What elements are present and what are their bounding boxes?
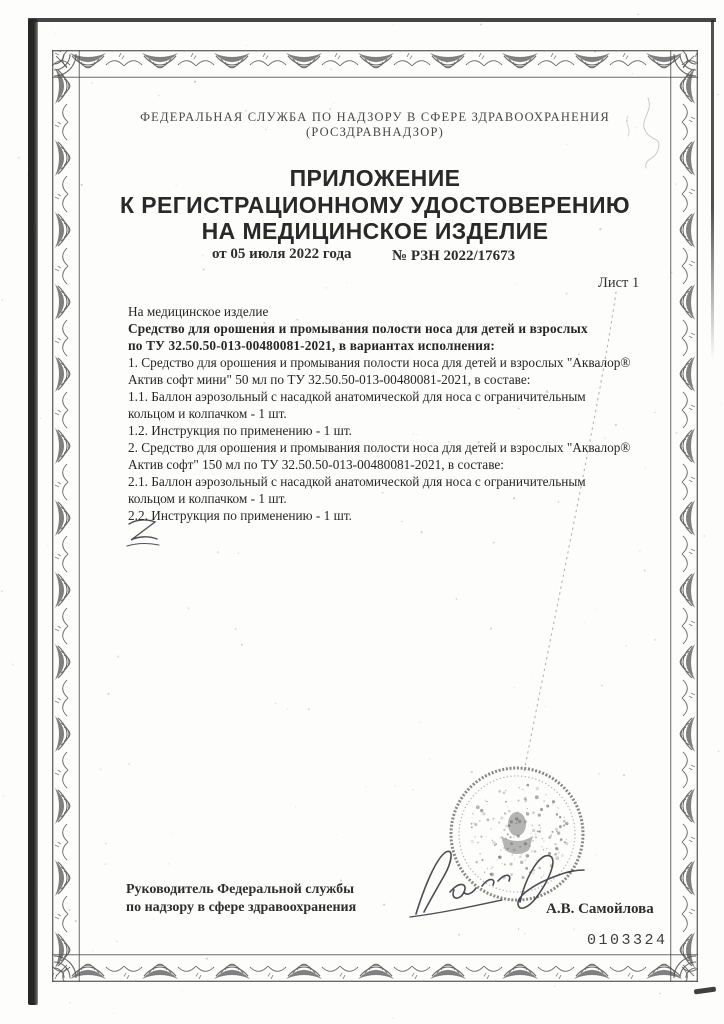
registration-number: № РЗН 2022/17673 — [392, 248, 516, 264]
issue-date: от 05 июля 2022 года — [212, 246, 352, 262]
body-lines — [128, 303, 668, 524]
body-line: по ТУ 32.50.50-013-00480081-2021, в вариантах исполнения: — [128, 338, 496, 353]
body-line: 2.1. Баллон аэрозольный с насадкой анатомической для носа с ограничительным — [128, 474, 586, 489]
form-serial-number: 0103324 — [587, 932, 668, 949]
signer-title-line: по надзору в сфере здравоохранения — [126, 899, 357, 915]
scan-edge-left — [28, 19, 38, 1005]
border-corner-ornament — [668, 950, 698, 980]
body-line: 1.2. Инструкция по применению - 1 шт. — [128, 423, 353, 438]
border-corner-ornament — [52, 52, 82, 82]
ornamental-border-right — [670, 50, 698, 982]
document-title — [80, 165, 670, 245]
handwritten-z-mark — [124, 516, 162, 552]
scan-edge-right — [711, 20, 714, 360]
body-line: 2.2. Инструкция по применению - 1 шт. — [128, 508, 353, 523]
ornamental-border-bottom — [52, 954, 698, 982]
date-number-row — [80, 246, 670, 268]
body-line: 1. Средство для орошения и промывания полости носа для детей и взрослых "Аквалор® — [128, 355, 631, 370]
body-line: 1.1. Баллон аэрозольный с насадкой анатомической для носа с ограничительным — [128, 389, 586, 404]
border-corner-ornament — [52, 950, 82, 980]
body-line: кольцом и колпачком - 1 шт. — [128, 491, 287, 506]
scan-artifact-dash — [694, 986, 716, 994]
ornamental-border-left — [52, 50, 80, 982]
border-corner-ornament — [668, 52, 698, 82]
body-line: На медицинское изделие — [128, 304, 269, 319]
body-line: кольцом и колпачком - 1 шт. — [128, 406, 287, 421]
body-line: Актив софт мини" 50 мл по ТУ 32.50.50-013-00480081-2021, в составе: — [128, 372, 531, 387]
body-line: Средство для орошения и промывания полости носа для детей и взрослых — [128, 321, 588, 336]
body-line: 2. Средство для орошения и промывания полости носа для детей и взрослых "Аквалор® — [128, 440, 631, 455]
title-line: ПРИЛОЖЕНИЕ — [289, 165, 461, 191]
ornamental-border-top — [52, 50, 698, 78]
scan-edge-top — [28, 18, 716, 22]
title-line: К РЕГИСТРАЦИОННОМУ УДОСТОВЕРЕНИЮ — [120, 191, 630, 218]
authority-short-name: (РОСЗДРАВНАДЗОР) — [305, 125, 445, 139]
signer-title-line: Руководитель Федеральной службы — [126, 882, 355, 897]
signer-title — [126, 881, 356, 916]
authority-name: ФЕДЕРАЛЬНАЯ СЛУЖБА ПО НАДЗОРУ В СФЕРЕ ЗДРАВООХРАНЕНИЯ — [140, 110, 610, 124]
body-line: Актив софт" 150 мл по ТУ 32.50.50-013-00480081-2021, в составе: — [128, 457, 504, 472]
sheet-number: Лист 1 — [598, 275, 640, 291]
title-line: НА МЕДИЦИНСКОЕ ИЗДЕЛИЕ — [201, 218, 549, 244]
issuing-authority-header — [80, 110, 670, 140]
signer-name: А.В. Самойлова — [546, 901, 654, 917]
